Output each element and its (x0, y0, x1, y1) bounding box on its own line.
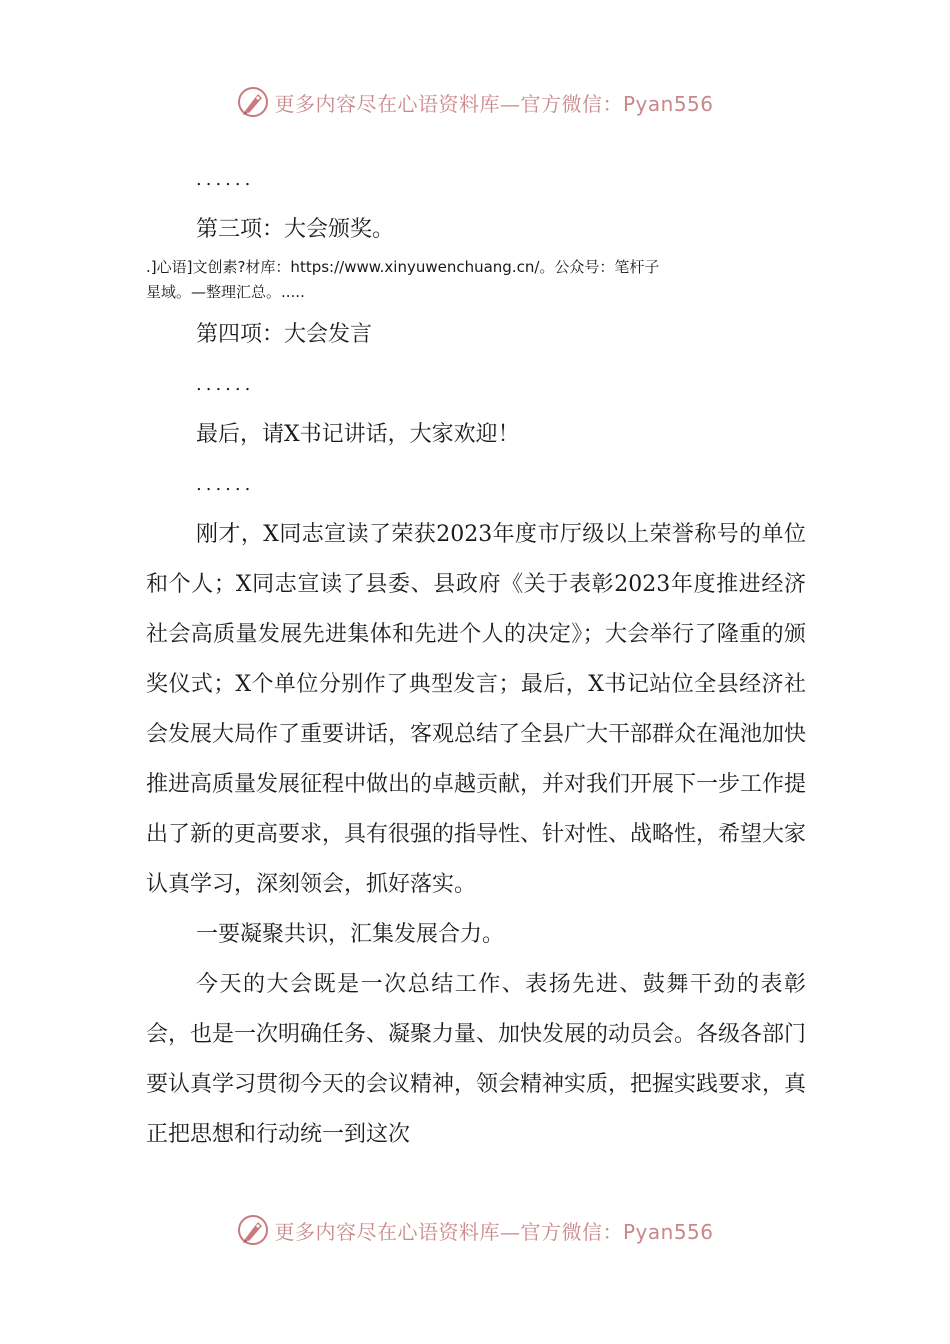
source-note-line-1: .]心语]文创素?材库：https://www.xinyuwenchuang.cn/。公众号：笔杆子 (146, 258, 660, 276)
banner-wechat-id: Pyan556 (622, 1219, 714, 1244)
source-note-line-2: 星域。—整理汇总。..... (146, 283, 305, 301)
ellipsis-1: ...... (196, 169, 255, 190)
banner-text: 更多内容尽在心语资料库—官方微信：Pyan556 (274, 91, 714, 116)
body-paragraph-2: 今天的大会既是一次总结工作、表扬先进、鼓舞干劲的表彰会，也是一次明确任务、凝聚力量、加快发展的动员会。各级各部门要认真学习贯彻今天的会议精神，领会精神实质，把握实践要求，真正把思想和行动统一到这次 (146, 972, 807, 1147)
summary-paragraph: 刚才，X同志宣读了荣获2023年度市厅级以上荣誉称号的单位和个人；X同志宣读了县委、县政府《关于表彰2023年度推进经济社会高质量发展先进集体和先进个人的决定》；大会举行了隆重的颁奖仪式；X个单位分别作了典型发言；最后，X书记站位全县经济社会发展大局作了重要讲话，客观总结了全县广大干部群众在渑池加快推进高质量发展征程中做出的卓越贡献，并对我们开展下一步工作提出了新的更高要求，具有很强的指导性、针对性、战略性，希望大家认真学习，深刻领会，抓好落实。 (146, 522, 807, 897)
pen-nib-icon (236, 85, 270, 119)
banner-wechat-id: Pyan556 (622, 91, 714, 116)
document-body (146, 155, 806, 1160)
closing-intro: 最后，请X书记讲话，大家欢迎！ (196, 422, 520, 447)
section-heading-1: 一要凝聚共识，汇集发展合力。 (196, 922, 505, 947)
banner-text: 更多内容尽在心语资料库—官方微信：Pyan556 (274, 1219, 714, 1244)
header-watermark-banner (0, 82, 950, 122)
footer-watermark-banner (0, 1210, 950, 1250)
pen-nib-icon (236, 1213, 270, 1247)
ellipsis-3: ...... (196, 474, 255, 495)
agenda-item-3: 第三项：大会颁奖。 (196, 217, 395, 242)
agenda-item-4: 第四项：大会发言 (196, 322, 373, 347)
ellipsis-2: ...... (196, 374, 255, 395)
